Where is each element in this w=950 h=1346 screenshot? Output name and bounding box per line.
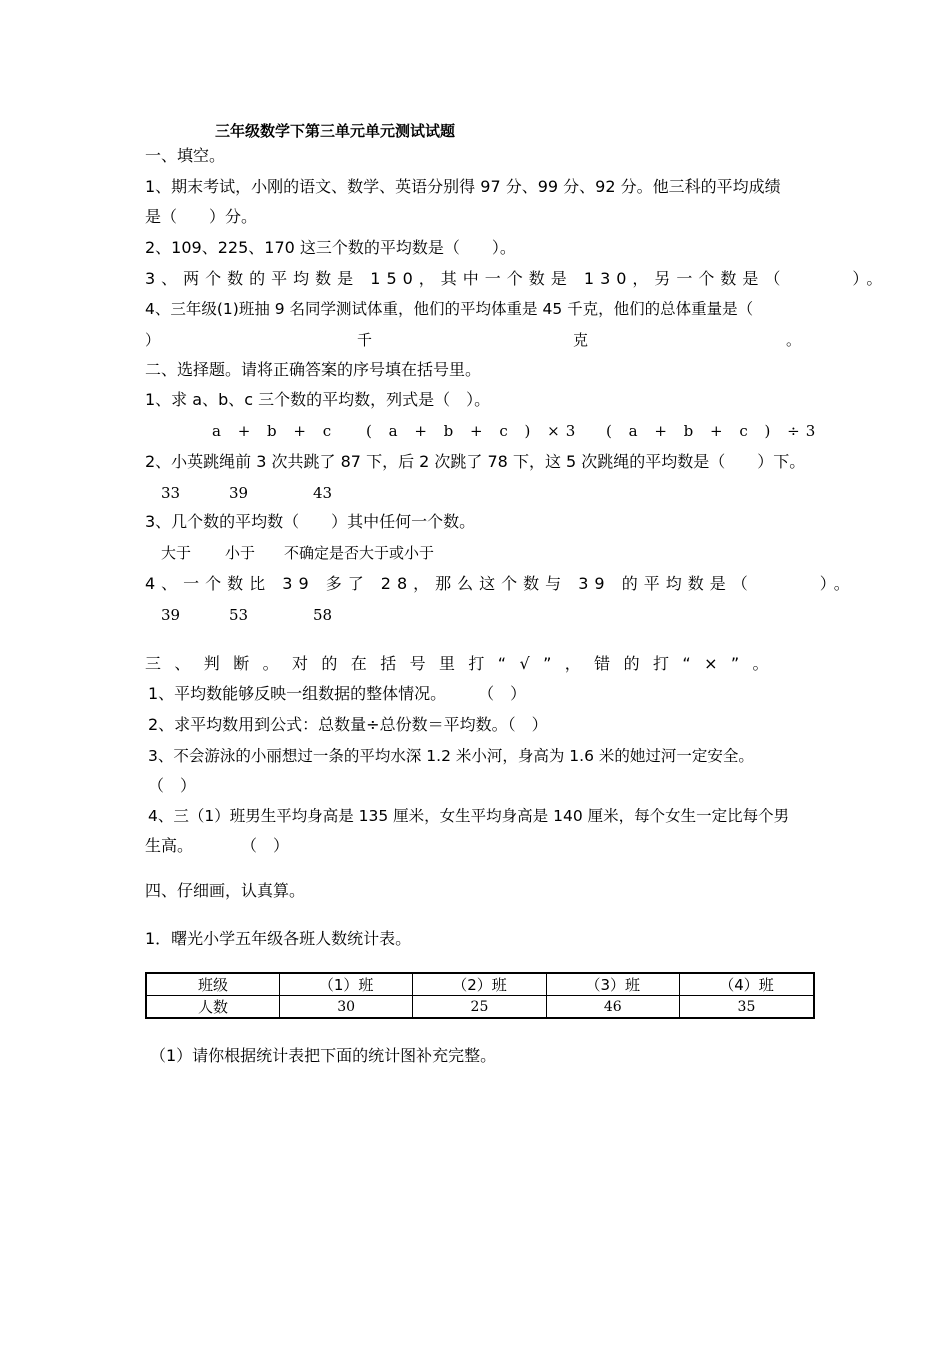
s4-sub-question-1: （1）请你根据统计表把下面的统计图补充完整。 bbox=[150, 1046, 497, 1065]
s4-question-1: 1．曙光小学五年级各班人数统计表。 bbox=[145, 929, 412, 948]
table-cell: 25 bbox=[413, 996, 546, 1019]
s2-q2-option-c: 43 bbox=[313, 484, 333, 502]
section1-heading: 一、填空。 bbox=[145, 146, 226, 165]
s2-question-3: 3、几个数的平均数（ ）其中任何一个数。 bbox=[145, 512, 476, 531]
table-cell: 46 bbox=[546, 996, 679, 1019]
s3-question-2: 2、求平均数用到公式：总数量÷总份数＝平均数。（ ） bbox=[148, 715, 548, 734]
s1-question-4-close-paren: ） bbox=[145, 331, 161, 349]
s1-question-4-line-1: 4、三年级(1)班抽 9 名同学测试体重，他们的平均体重是 45 千克，他们的总体重量是（ bbox=[145, 300, 754, 318]
s1-question-4-unit-part-1: 千 bbox=[357, 331, 373, 349]
s2-question-1: 1、求 a、b、c 三个数的平均数，列式是（ ）。 bbox=[145, 390, 491, 409]
s2-q3-option-b: 小于 bbox=[225, 544, 256, 562]
s1-question-2: 2、109、225、170 这三个数的平均数是（ ）。 bbox=[145, 238, 516, 257]
s2-q4-option-c: 58 bbox=[313, 606, 333, 624]
s2-question-4: 4、一个数比 39 多了 28，那么这个数与 39 的平均数是（ ）。 bbox=[145, 574, 856, 593]
s3-question-3-line-2: （ ） bbox=[148, 776, 197, 795]
s2-q4-option-a: 39 bbox=[161, 606, 181, 624]
s2-q3-option-c: 不确定是否大于或小于 bbox=[284, 544, 435, 562]
table-row-label: 人数 bbox=[146, 996, 280, 1019]
s1-question-1-line-1: 1、期末考试，小刚的语文、数学、英语分别得 97 分、99 分、92 分。他三科的平均成绩 bbox=[145, 177, 781, 196]
table-cell: 35 bbox=[679, 996, 814, 1019]
section3-heading: 三、判断。对的在括号里打“√”，错的打“×”。 bbox=[145, 654, 782, 673]
s2-q1-option-a: a + b + c bbox=[212, 422, 338, 440]
class-count-table bbox=[145, 972, 815, 1019]
s2-q3-option-a: 大于 bbox=[161, 544, 192, 562]
s2-question-2: 2、小英跳绳前 3 次共跳了 87 下，后 2 次跳了 78 下，这 5 次跳绳的平均数是（ ）下。 bbox=[145, 452, 806, 471]
s1-question-3: 3、两个数的平均数是 150，其中一个数是 130，另一个数是（ ）。 bbox=[145, 269, 889, 288]
s1-question-4-unit-part-2: 克 bbox=[573, 331, 589, 349]
table-header-cell: （2）班 bbox=[413, 973, 546, 996]
s2-q2-option-b: 39 bbox=[229, 484, 249, 502]
table-header-cell: （1）班 bbox=[280, 973, 413, 996]
table-header-cell: （3）班 bbox=[546, 973, 679, 996]
s3-question-4-line-2: 生高。 （ ） bbox=[145, 836, 290, 855]
table-header-label: 班级 bbox=[146, 973, 280, 996]
table-cell: 30 bbox=[280, 996, 413, 1019]
s3-question-1: 1、平均数能够反映一组数据的整体情况。 （ ） bbox=[148, 684, 527, 703]
s2-q4-option-b: 53 bbox=[229, 606, 249, 624]
s2-q1-option-b: ( a + b + c ) ×3 bbox=[366, 422, 582, 440]
s1-question-4-period: 。 bbox=[786, 331, 802, 349]
s3-question-4-line-1: 4、三（1）班男生平均身高是 135 厘米，女生平均身高是 140 厘米，每个女生一定比每个男 bbox=[148, 807, 790, 825]
s3-question-3-line-1: 3、不会游泳的小丽想过一条的平均水深 1.2 米小河，身高为 1.6 米的她过河一定安全。 bbox=[148, 747, 754, 765]
s1-question-1-line-2: 是（ ）分。 bbox=[145, 207, 258, 226]
s2-q1-option-c: ( a + b + c ) ÷3 bbox=[606, 422, 822, 440]
page-title: 三年级数学下第三单元单元测试试题 bbox=[215, 122, 456, 140]
table-row bbox=[146, 996, 814, 1019]
section4-heading: 四、仔细画，认真算。 bbox=[145, 881, 306, 900]
s2-q2-option-a: 33 bbox=[161, 484, 181, 502]
table-row bbox=[146, 973, 814, 996]
table-header-cell: （4）班 bbox=[679, 973, 814, 996]
section2-heading: 二、选择题。请将正确答案的序号填在括号里。 bbox=[145, 360, 482, 379]
